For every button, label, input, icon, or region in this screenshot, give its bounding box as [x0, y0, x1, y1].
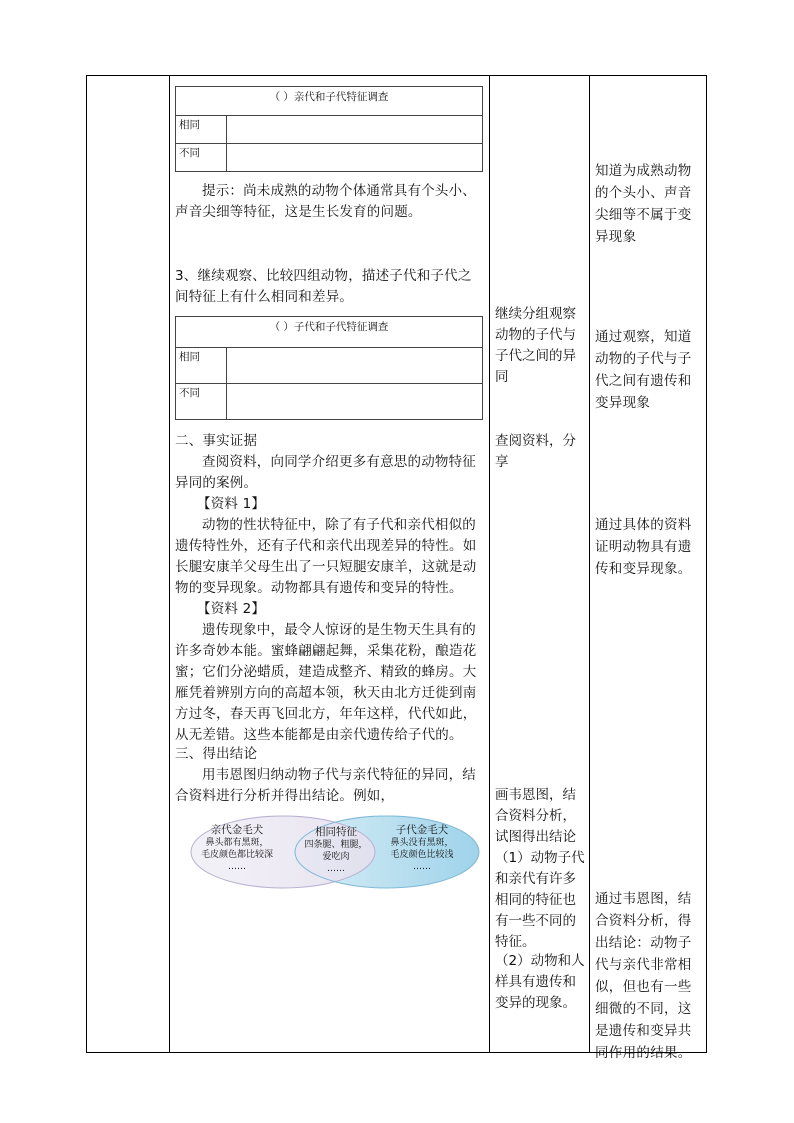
- student-activity-1: 继续分组观察动物的子代与子代之间的异同: [495, 306, 576, 385]
- survey-row-diff: [176, 143, 482, 172]
- venn-mid-line: 四条腿、粗腿，: [304, 840, 368, 850]
- section2-intro: 查阅资料，向同学介绍更多有意思的动物特征异同的案例。: [175, 454, 476, 491]
- student-activity-3: 画韦恩图，结合资料分析，试图得出结论: [495, 787, 576, 845]
- intent-4: 通过韦恩图，结合资料分析，得出结论：动物子代与亲代非常相似，但也有一些细微的不同，这是遗传和变异共同作用的结果。: [595, 891, 692, 1061]
- lesson-table: [86, 75, 707, 1061]
- venn-mid-title: 相同特征: [315, 826, 357, 838]
- venn-left-line: ……: [228, 862, 246, 872]
- survey-caption: （ ）亲代和子代特征调查: [269, 91, 389, 103]
- survey-row-same: [176, 115, 482, 144]
- column-divider-1: [169, 76, 170, 1052]
- venn-left-line: 毛皮颜色都比较深: [200, 850, 273, 860]
- section3-intro: 用韦恩图归纳动物子代与亲代特征的异同，结合资料进行分析并得出结论。例如，: [175, 767, 476, 804]
- venn-right-line: 鼻头没有黑斑，: [390, 838, 454, 848]
- step3-text: 3、继续观察、比较四组动物，描述子代和子代之间特征上有什么相同和差异。: [175, 268, 472, 305]
- section2-heading: 二、事实证据: [175, 433, 258, 449]
- venn-middle: [291, 825, 381, 875]
- column-divider-2: [489, 76, 490, 1052]
- survey-table-parent-child: [175, 86, 483, 172]
- intent-2: 通过观察，知道动物的子代与子代之间有遗传和变异现象: [595, 329, 692, 411]
- venn-right-line: 毛皮颜色比较浅: [390, 850, 454, 860]
- student-activity-5: （2）动物和人样具有遗传和变异的现象。: [495, 953, 585, 1011]
- intent-3: 通过具体的资料证明动物具有遗传和变异现象。: [595, 517, 692, 577]
- venn-right-title: 子代金毛犬: [395, 824, 449, 836]
- intent-1: 知道为成熟动物的个头小、声音尖细等不属于变异现象: [595, 163, 692, 245]
- survey-caption: （ ）子代和子代特征调查: [269, 321, 389, 333]
- row-label: 相同: [179, 119, 200, 131]
- section3-heading: 三、得出结论: [175, 746, 258, 762]
- venn-right: [377, 823, 467, 873]
- venn-mid-line: 爱吃肉: [322, 852, 350, 862]
- venn-mid-line: ……: [327, 864, 345, 874]
- material1-title: 【资料 1】: [197, 496, 266, 512]
- student-activity-4: （1）动物子代和亲代有许多相同的特征也有一些不同的特征。: [495, 850, 585, 950]
- column-divider-3: [589, 76, 590, 1052]
- row-label: 不同: [179, 147, 200, 159]
- venn-right-line: ……: [413, 862, 431, 872]
- venn-left-line: 鼻头都有黑斑，: [205, 838, 269, 848]
- student-activity-2: 查阅资料，分享: [495, 433, 576, 470]
- venn-left: [192, 823, 282, 873]
- material2-text: 遗传现象中，最令人惊讶的是生物天生具有的许多奇妙本能。蜜蜂翩翩起舞，采集花粉，酿造花蜜；它们分泌蜡质，建造成整齐、精致的蜂房。大雁凭着辨别方向的高超本领，秋天由北方迁徙到南方过冬，春天再飞回北方，年年这样，代代如此，从无差错。这些本能都是由亲代遗传给子代的。: [175, 622, 477, 743]
- survey-row-diff: [176, 383, 482, 420]
- material1-text: 动物的性状特征中，除了有子代和亲代相似的遗传特性外，还有子代和亲代出现差异的特性。如长腿安康羊父母生出了一只短腿安康羊，这就是动物的变异现象。动物都具有遗传和变异的特性。: [175, 517, 477, 596]
- survey-table-child-child: [175, 316, 483, 420]
- hint-text: 提示：尚未成熟的动物个体通常具有个头小、声音尖细等特征，这是生长发育的问题。: [175, 183, 476, 220]
- survey-row-same: [176, 347, 482, 384]
- row-label: 不同: [179, 387, 200, 399]
- row-label: 相同: [179, 351, 200, 363]
- material2-title: 【资料 2】: [197, 601, 266, 617]
- venn-left-title: 亲代金毛犬: [210, 824, 264, 836]
